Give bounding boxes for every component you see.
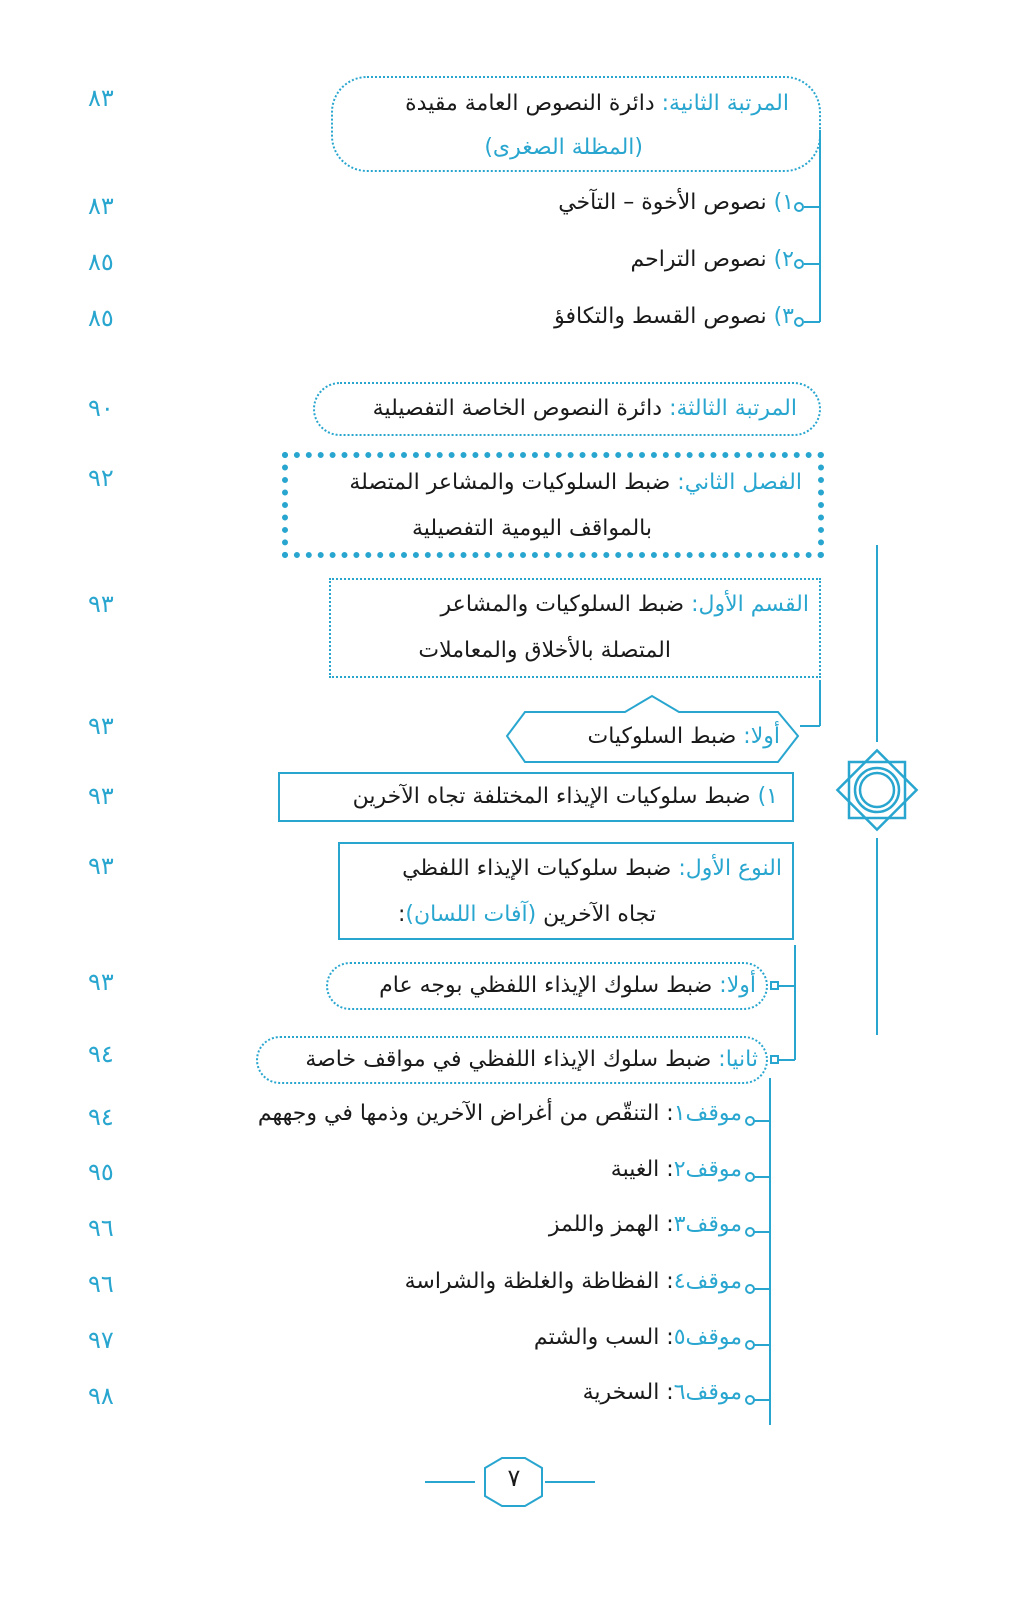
list-item: ٢) نصوص التراحم — [630, 247, 794, 272]
page-number: ٩٤ — [88, 1040, 114, 1068]
page-number: ٩٨ — [88, 1382, 114, 1410]
list-item: موقف٦: السخرية — [582, 1380, 742, 1405]
page-number: ٨٣ — [88, 192, 114, 220]
page-number: ٩٤ — [88, 1103, 114, 1131]
page-number: ٩٣ — [88, 712, 114, 740]
page-number: ٩٦ — [88, 1214, 114, 1242]
section1-box: القسم الأول: ضبط السلوكيات والمشاعر المتصلة بالأخلاق والمعاملات — [329, 578, 821, 678]
list-item: موقف٢: الغيبة — [610, 1157, 742, 1182]
page-number: ٩٣ — [88, 852, 114, 880]
page-number: ٩٣ — [88, 782, 114, 810]
rank2-label: المرتبة الثانية: — [661, 91, 789, 116]
list-item: ١) نصوص الأخوة – التآخي — [558, 190, 794, 215]
sub-first-box: أولا: ضبط سلوك الإيذاء اللفظي بوجه عام — [326, 962, 768, 1010]
page-number: ٨٥ — [88, 248, 114, 276]
rank2-line1: دائرة النصوص العامة مقيدة — [405, 91, 655, 116]
type1-box: النوع الأول: ضبط سلوكيات الإيذاء اللفظي تجاه الآخرين (آفات اللسان): — [338, 842, 794, 940]
rank3-box: المرتبة الثالثة: دائرة النصوص الخاصة التفصيلية — [313, 382, 821, 436]
star-ornament-icon — [837, 750, 916, 829]
rank2-line2: (المظلة الصغرى) — [484, 135, 643, 160]
list-item: موقف٣: الهمز واللمز — [548, 1212, 742, 1237]
footer-page-number: ٧ — [507, 1464, 521, 1492]
page-number: ٩٦ — [88, 1270, 114, 1298]
list-item: موقف٥: السب والشتم — [533, 1325, 742, 1350]
rank2-box — [331, 76, 821, 172]
list-item: موقف٤: الفظاظة والغلظة والشراسة — [404, 1269, 742, 1294]
page-number: ٩٠ — [88, 394, 114, 422]
list-item: موقف١: التنقّص من أغراض الآخرين وذمها في وجههم — [257, 1101, 742, 1126]
chapter2-box: الفصل الثاني: ضبط السلوكيات والمشاعر المتصلة بالمواقف اليومية التفصيلية — [282, 452, 824, 558]
first-tag: أولا: ضبط السلوكيات — [587, 724, 780, 749]
page-number: ٩٣ — [88, 590, 114, 618]
page-number: ٩٧ — [88, 1326, 114, 1354]
page-number: ٨٥ — [88, 304, 114, 332]
item1-box: ١) ضبط سلوكيات الإيذاء المختلفة تجاه الآخرين — [278, 772, 794, 822]
list-item: ٣) نصوص القسط والتكافؤ — [554, 304, 794, 329]
page-number: ٩٢ — [88, 464, 114, 492]
page-number: ٩٥ — [88, 1158, 114, 1186]
page-number: ٩٣ — [88, 968, 114, 996]
sub-second-box: ثانيا: ضبط سلوك الإيذاء اللفظي في مواقف خاصة — [256, 1036, 768, 1084]
page-number: ٨٣ — [88, 84, 114, 112]
